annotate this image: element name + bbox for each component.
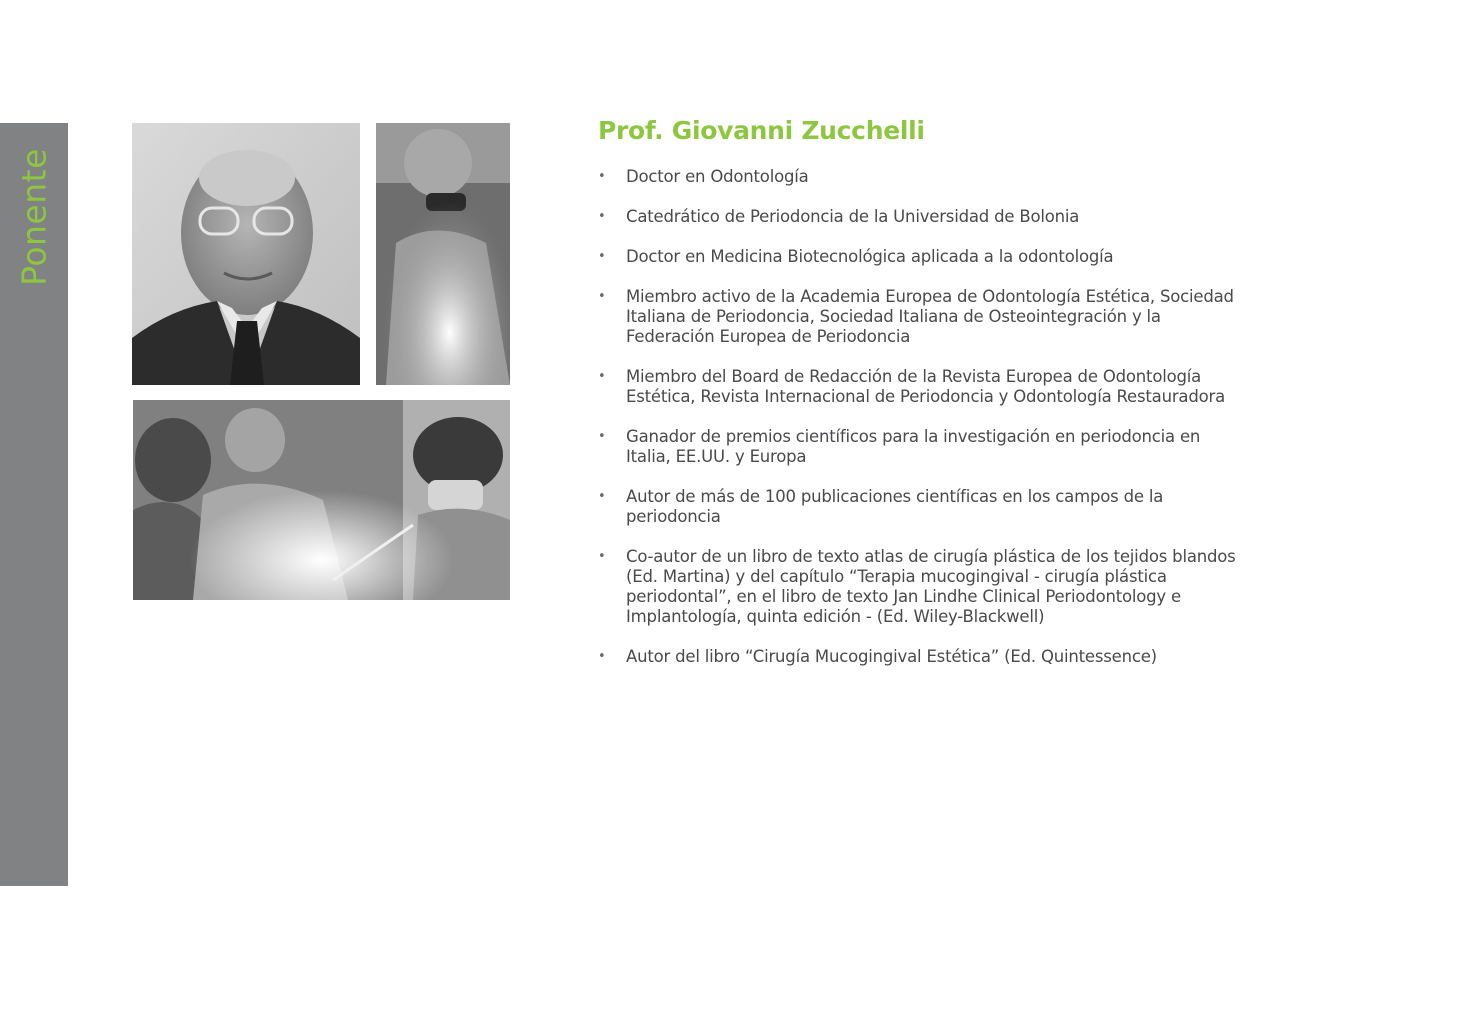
list-item (598, 367, 1238, 407)
list-item-text: Miembro activo de la Academia Europea de Odontología Estética, Sociedad Italiana de Periodoncia, Sociedad Italiana de Osteointegración y la Federación Europea de Periodoncia (626, 287, 1234, 346)
bullet-icon: • (598, 209, 606, 224)
bullet-icon: • (598, 289, 606, 304)
speaker-bio (598, 116, 1238, 687)
list-item-text: Catedrático de Periodoncia de la Universidad de Bolonia (626, 207, 1080, 226)
list-item (598, 287, 1238, 347)
list-item (598, 207, 1238, 227)
list-item-text: Ganador de premios científicos para la investigación en periodoncia en Italia, EE.UU. y Europa (626, 427, 1201, 466)
list-item (598, 427, 1238, 467)
list-item-text: Miembro del Board de Redacción de la Revista Europea de Odontología Estética, Revista Internacional de Periodoncia y Odontología Restauradora (626, 367, 1226, 406)
list-item (598, 547, 1238, 627)
surgery-photo (376, 123, 510, 385)
list-item-text: Doctor en Odontología (626, 167, 809, 186)
bullet-icon: • (598, 489, 606, 504)
bullet-icon: • (598, 549, 606, 564)
bullet-icon: • (598, 649, 606, 664)
cv-list (598, 167, 1238, 667)
bullet-icon: • (598, 249, 606, 264)
list-item (598, 647, 1238, 667)
bullet-icon: • (598, 429, 606, 444)
surgery-team-photo (133, 400, 510, 600)
bullet-icon: • (598, 169, 606, 184)
list-item-text: Autor del libro “Cirugía Mucogingival Estética” (Ed. Quintessence) (626, 647, 1157, 666)
list-item-text: Doctor en Medicina Biotecnológica aplicada a la odontología (626, 247, 1114, 266)
speaker-name: Prof. Giovanni Zucchelli (598, 116, 925, 145)
speaker-portrait-photo (132, 123, 360, 385)
section-label: Ponente (14, 148, 54, 286)
bullet-icon: • (598, 369, 606, 384)
list-item (598, 487, 1238, 527)
list-item-text: Co-autor de un libro de texto atlas de cirugía plástica de los tejidos blandos (Ed. Martina) y del capítulo “Terapia mucogingival - cirugía plástica periodontal”, en el libro de texto Jan Lindhe Clinical Periodontology e Implantología, quinta edición - (Ed. Wiley-Blackwell) (626, 547, 1236, 626)
list-item (598, 247, 1238, 267)
list-item (598, 167, 1238, 187)
list-item-text: Autor de más de 100 publicaciones científicas en los campos de la periodoncia (626, 487, 1164, 526)
